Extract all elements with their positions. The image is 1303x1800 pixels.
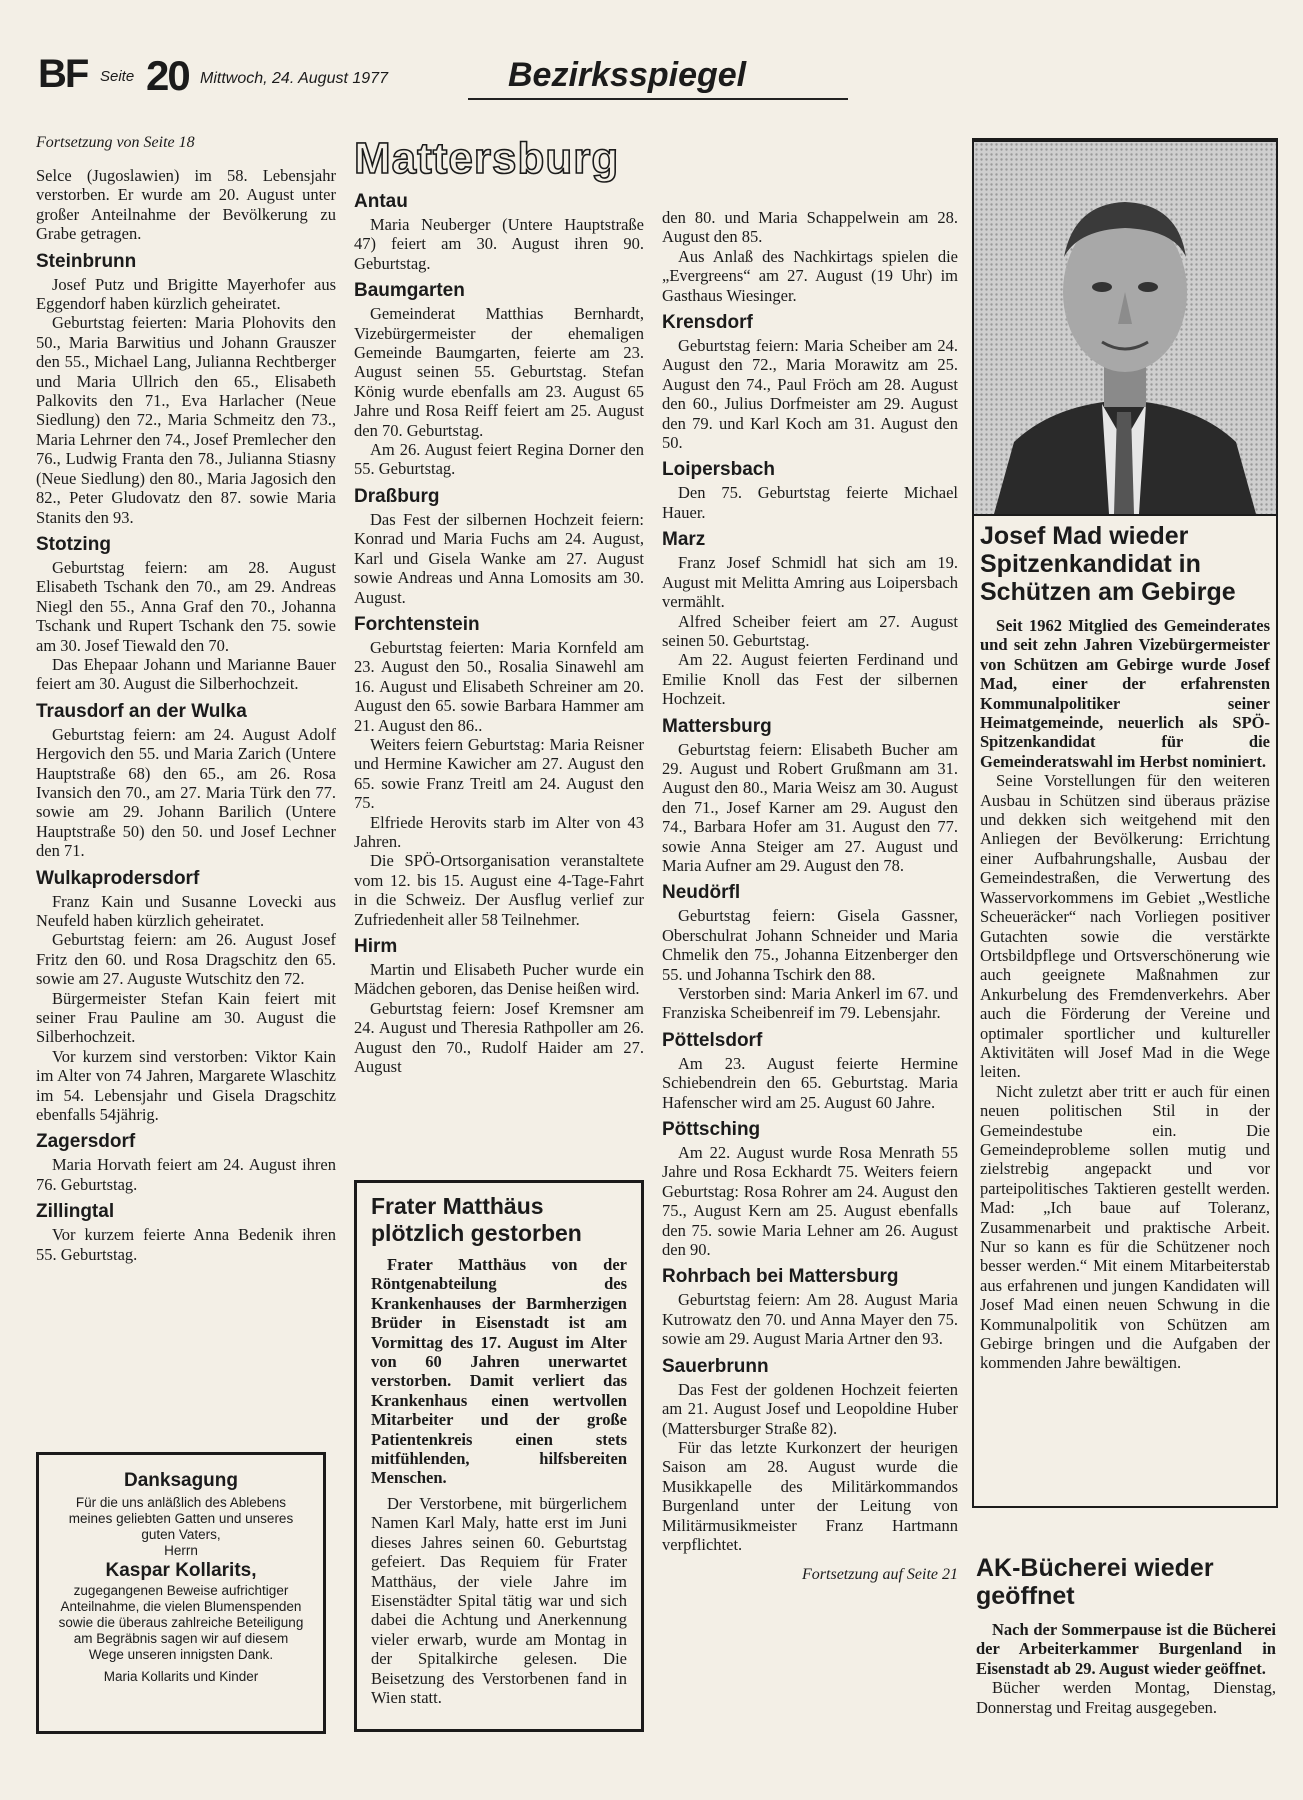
- article-text: Geburtstag feiern: Gisela Gassner, Oberschulrat Johann Schneider und Maria Chmelik den 75., Johanna Eitzenberger den 55. und Johanna Tschirk den 88.: [662, 906, 958, 984]
- column-3: [662, 208, 958, 1584]
- article-text: Bürgermeister Stefan Kain feiert mit seiner Frau Pauline am 30. August die Silberhochzeit.: [36, 988, 336, 1047]
- article-text: Aus Anlaß des Nachkirtags spielen die „Evergreens“ am 27. August (19 Uhr) im Gasthaus Wiesinger.: [662, 246, 958, 305]
- frater-lead: Frater Matthäus von der Röntgenabteilung des Krankenhauses der Barmherzigen Brüder in Eisenstadt ist am Vormittag des 17. August im Alter von 60 Jahren unerwartet verstorben. Damit verliert das Krankenhaus einen wertvollen Mitarbeiter und der große Patientenkreis einen stets mitfühlenden, hilfsbereiten Menschen.: [371, 1255, 627, 1488]
- newspaper-logo: BF: [38, 52, 88, 96]
- column-4: [980, 516, 1270, 1373]
- heading-zagersdorf: Zagersdorf: [36, 1131, 136, 1153]
- danksagung-text: Herrn: [164, 1543, 198, 1558]
- frater-headline: Frater Matthäus plötzlich gestorben: [371, 1193, 582, 1246]
- article-text: Nicht zuletzt aber tritt er auch für einen neuen politischen Stil in der Gemeindestube ein. Die Gemeindeprobleme sollen mutig und zielstrebig angepackt und vor parteipolitisches Taktieren gestellt werden. Mad: „Ich baue auf Toleranz, Zusammenarbeit und praktische Arbeit. Nur so kann es für die Schützener noch besser werden.“ Mit einem Mitarbeiterstab aus erfahrenen und jungen Kandidaten will Josef Mad einen neuen Schwung in die Kommunalpolitik von Schützen am Gebirge bringen und die Aufgaben der kommenden Jahre bewältigen.: [980, 1081, 1270, 1373]
- article-text: Geburtstag feierten: Maria Plohovits den 50., Maria Barwitius und Johann Grauszer den 55., Michael Lang, Julianna Rechtberger und Maria Ullrich den 65., Elisabeth Palkovits den 71., Eva Harlacher (Neue Siedlung) den 72., Maria Schmeitz den 73., Maria Lehrner den 74., Josef Premlecher den 76., Ludwig Franta den 78., Julianna Stiasny (Neue Siedlung) den 80., Maria Jagosich den 82., Peter Gludovatz den 87. sowie Maria Stanits den 93.: [36, 313, 336, 527]
- heading-zillingtal: Zillingtal: [36, 1201, 115, 1223]
- article-text: Geburtstag feiern: Josef Kremsner am 24. August und Theresia Rathpoller am 26. August den 70., Rudolf Haider am 27. August: [354, 998, 644, 1077]
- danksagung-box: [36, 1452, 326, 1734]
- article-text: Am 23. August feierte Hermine Schiebendrein den 65. Geburtstag. Maria Hafenscher wird am 25. August 60 Jahre.: [662, 1053, 958, 1112]
- frater-body: Der Verstorbene, mit bürgerlichem Namen Karl Maly, hatte erst im Juni dieses Jahres seinen 60. Geburtstag gefeiert. Das Requiem für Frater Matthäus, der viele Jahre im Eisenstädter Spital tätig war und sich dabei die Achtung und Anerkennung vieler erwarb, wurde am Montag in der Spitalkirche gelesen. Die Beisetzung des Verstorbenen fand in Wien statt.: [371, 1493, 627, 1707]
- section-rule: [468, 98, 848, 100]
- article-text: Geburtstag feiern: Elisabeth Bucher am 29. August und Robert Grußmann am 31. August den 80., Maria Weisz am 30. August den 71., Josef Karner am 29. August den 74., Barbara Hofer am 31. August den 77. sowie Anna Steiger am 27. August und Maria Aufner am 29. August den 78.: [662, 739, 958, 875]
- heading-stotzing: Stotzing: [36, 533, 111, 555]
- article-text: Am 22. August wurde Rosa Menrath 55 Jahre und Rosa Eckhardt 75. Weiters feiern Geburtstag: Rosa Rohrer am 24. August den 75., August Kern am 25. August ebenfalls den 75. sowie Maria Lehner am 26. August den 90.: [662, 1143, 958, 1260]
- article-text: den 80. und Maria Schappelwein am 28. August den 85.: [662, 208, 958, 247]
- article-text: Das Fest der goldenen Hochzeit feierten am 21. August Josef und Leopoldine Huber (Mattersburger Straße 82).: [662, 1379, 958, 1438]
- frater-matthaeus-box: [354, 1180, 644, 1732]
- heading-marz: Marz: [662, 529, 706, 551]
- article-text: Josef Putz und Brigitte Mayerhofer aus Eggendorf haben kürzlich geheiratet.: [36, 274, 336, 314]
- heading-rohrbach: Rohrbach bei Mattersburg: [662, 1266, 899, 1288]
- heading-poettelsdorf: Pöttelsdorf: [662, 1029, 763, 1051]
- article-text: Geburtstag feiern: am 28. August Elisabeth Tschank den 70., am 29. Andreas Niegl den 55., Anna Graf den 70., Johanna Tschank und Rupert Tschank den 75. sowie am 30. Josef Tiewald den 70.: [36, 557, 336, 655]
- article-text: Am 22. August feierten Ferdinand und Emilie Knoll das Fest der silbernen Hochzeit.: [662, 650, 958, 709]
- article-text: Seine Vorstellungen für den weiteren Ausbau in Schützen sind überaus präzise und dekken sich weitgehend mit den Anliegen der Bevölkerung: Errichtung einer Aufbahrungshalle, Ausbau der Gemeindestraßen, die Verwertung des Wasservorkommens im Gebiet „Westliche Scheueräcker“ nach Vorliegen positiver Gutachten sowie die verstärkte Ortsbildpflege und Ortsverschönerung wie auch geeignete Maßnahmen zur Ankurbelung des Fremdenverkehrs. Aber auch die Förderung der Vereine und optimaler sportlicher und kultureller Aktivitäten will Josef Mad in die Wege leiten.: [980, 771, 1270, 1082]
- article-text: Die SPÖ-Ortsorganisation veranstaltete vom 12. bis 15. August eine 4-Tage-Fahrt in die Schweiz. Der Ausflug verlief zur Zufriedenheit aller 58 Teilnehmer.: [354, 851, 644, 929]
- article-text: Das Fest der silbernen Hochzeit feiern: Konrad und Maria Fuchs am 24. August, Karl und Gisela Wanke am 27. August sowie Andreas und Anna Lomosits am 30. August.: [354, 509, 644, 607]
- article-text: Gemeinderat Matthias Bernhardt, Vizebürgermeister der ehemaligen Gemeinde Baumgarten, feierte am 23. August seinen 55. Geburtstag. Stefan König wurde ebenfalls am 23. August 65 Jahre und Rosa Reiff feiert am 25. August den 70. Geburtstag.: [354, 304, 644, 440]
- article-text: Am 26. August feiert Regina Dorner den 55. Geburtstag.: [354, 440, 644, 479]
- article-text: Verstorben sind: Maria Ankerl im 67. und Franziska Scheibenreif im 79. Lebensjahr.: [662, 984, 958, 1023]
- portrait-image: [974, 142, 1276, 514]
- mad-lead: Seit 1962 Mitglied des Gemeinderates und seit zehn Jahren Vizebürgermeister von Schützen am Gebirge wurde Josef Mad, einer der erfahrensten Kommunalpolitiker seiner Heimatgemeinde, neuerlich als SPÖ-Spitzenkandidat für die Gemeinderatswahl im Herbst nominiert.: [980, 616, 1270, 771]
- heading-loipersbach: Loipersbach: [662, 459, 775, 481]
- article-text: Geburtstag feiern: am 24. August Adolf Hergovich den 55. und Maria Zarich (Untere Hauptstraße 68) den 65., am 26. Rosa Ivansich den 70., am 27. Maria Türk den 77. sowie am 29. Johann Barilich (Untere Hauptstraße 50) den 50. und Josef Lechner den 71.: [36, 724, 336, 861]
- heading-wulkaprodersdorf: Wulkaprodersdorf: [36, 867, 200, 889]
- page-number: 20: [146, 52, 189, 99]
- article-text: Franz Josef Schmidl hat sich am 19. August mit Melitta Amring aus Loipersbach vermählt.: [662, 553, 958, 612]
- heading-poettsching: Pöttsching: [662, 1119, 761, 1141]
- heading-baumgarten: Baumgarten: [354, 280, 465, 302]
- heading-hirm: Hirm: [354, 936, 398, 957]
- danksagung-name: Kaspar Kollarits,: [105, 1560, 257, 1581]
- article-text: Alfred Scheiber feiert am 27. August seinen 50. Geburtstag.: [662, 611, 958, 650]
- continued-from: Fortsetzung von Seite 18: [36, 134, 195, 151]
- article-text: Den 75. Geburtstag feierte Michael Hauer.: [662, 483, 958, 522]
- continued-to: Fortsetzung auf Seite 21: [802, 1566, 958, 1584]
- article-text: Maria Neuberger (Untere Hauptstraße 47) feiert am 30. August ihren 90. Geburtstag.: [354, 215, 644, 273]
- danksagung-title: Danksagung: [123, 1470, 239, 1491]
- page-label: Seite: [100, 68, 135, 85]
- heading-sauerbrunn: Sauerbrunn: [662, 1355, 769, 1377]
- heading-krensdorf: Krensdorf: [662, 312, 753, 334]
- article-text: Selce (Jugoslawien) im 58. Lebensjahr verstorben. Er wurde am 20. August unter großer Anteilnahme der Bevölkerung zu Grabe getragen.: [36, 166, 336, 244]
- portrait-photo: [972, 140, 1278, 516]
- heading-drassburg: Draßburg: [354, 485, 440, 507]
- article-text: Bücher werden Montag, Dienstag, Donnerstag und Freitag ausgegeben.: [976, 1678, 1276, 1717]
- article-text: Vor kurzem sind verstorben: Viktor Kain im Alter von 74 Jahren, Margarete Wlaschitz im 54. Lebensjahr und Gisela Dragschitz ebenfalls 54jährig.: [36, 1046, 336, 1125]
- heading-antau: Antau: [354, 191, 408, 212]
- column-1: [36, 134, 336, 1264]
- article-text: Für das letzte Kurkonzert der heurigen Saison am 28. August wurde die Musikkapelle des Militärkommandos Burgenland unter der Leitung von Militärmusikmeister Franz Hartmann verpflichtet.: [662, 1437, 958, 1554]
- article-text: Geburtstag feierten: Maria Kornfeld am 23. August den 50., Rosalia Sinawehl am 16. August und Elisabeth Schreiner am 20. August den 65. sowie Barbara Hammer am 21. August den 86..: [354, 637, 644, 735]
- article-text: Maria Horvath feiert am 24. August ihren 76. Geburtstag.: [36, 1155, 336, 1194]
- article-text: Das Ehepaar Johann und Marianne Bauer feiert am 30. August die Silberhochzeit.: [36, 654, 336, 694]
- ak-lead: Nach der Sommerpause ist die Bücherei der Arbeiterkammer Burgenland in Eisenstadt ab 29. August wieder geöffnet.: [976, 1620, 1276, 1678]
- issue-date: Mittwoch, 24. August 1977: [200, 70, 388, 87]
- column-2: [354, 134, 644, 1076]
- danksagung-signature: Maria Kollarits und Kinder: [103, 1669, 259, 1684]
- article-text: Weiters feiern Geburtstag: Maria Reisner und Hermine Kawicher am 27. August den 65. sowie Franz Treitl am 24. August den 75.: [354, 734, 644, 813]
- article-text: Geburtstag feiern: Am 28. August Maria Kutrowatz den 70. und Anna Mayer den 75. sowie am 29. August Maria Artner den 93.: [662, 1290, 958, 1349]
- heading-steinbrunn: Steinbrunn: [36, 250, 137, 272]
- ak-article: [976, 1548, 1276, 1717]
- heading-neudoerfl: Neudörfl: [662, 882, 741, 904]
- article-text: Franz Kain und Susanne Lovecki aus Neufeld haben kürzlich geheiratet.: [36, 891, 336, 930]
- heading-forchtenstein: Forchtenstein: [354, 613, 480, 635]
- heading-trausdorf: Trausdorf an der Wulka: [36, 700, 247, 722]
- article-text: Geburtstag feiern: am 26. August Josef Fritz den 60. und Rosa Dragschitz den 65. sowie am 27. Auguste Wutschitz den 72.: [36, 930, 336, 989]
- section-title: Bezirksspiegel: [508, 56, 747, 94]
- article-text: Vor kurzem feierte Anna Bedenik ihren 55. Geburtstag.: [36, 1225, 336, 1264]
- danksagung-text: Für die uns anläßlich des Ablebens meines geliebten Gatten und unseres guten Vaters,: [68, 1495, 294, 1542]
- town-banner: Mattersburg: [354, 134, 620, 183]
- article-text: Geburtstag feiern: Maria Scheiber am 24. August den 72., Maria Morawitz am 25. August den 74., Paul Fröch am 28. August den 60., Julius Dorfmeister am 29. August den 79. und Karl Koch am 31. August den 50.: [662, 336, 958, 453]
- danksagung-text: zugegangenen Beweise aufrichtiger Anteilnahme, die vielen Blumenspenden sowie die überaus zahlreiche Beteiligung am Begräbnis sagen wir auf diesem Wege unseren innigsten Dank.: [58, 1583, 304, 1662]
- masthead: [38, 52, 1278, 100]
- article-text: Elfriede Herovits starb im Alter von 43 Jahren.: [354, 812, 644, 851]
- article-text: Martin und Elisabeth Pucher wurde ein Mädchen geboren, das Denise heißen wird.: [354, 960, 644, 999]
- mad-headline: Josef Mad wieder Spitzenkandidat in Schützen am Gebirge: [980, 522, 1236, 606]
- heading-mattersburg: Mattersburg: [662, 715, 772, 737]
- ak-headline: AK-Bücherei wieder geöffnet: [976, 1554, 1214, 1610]
